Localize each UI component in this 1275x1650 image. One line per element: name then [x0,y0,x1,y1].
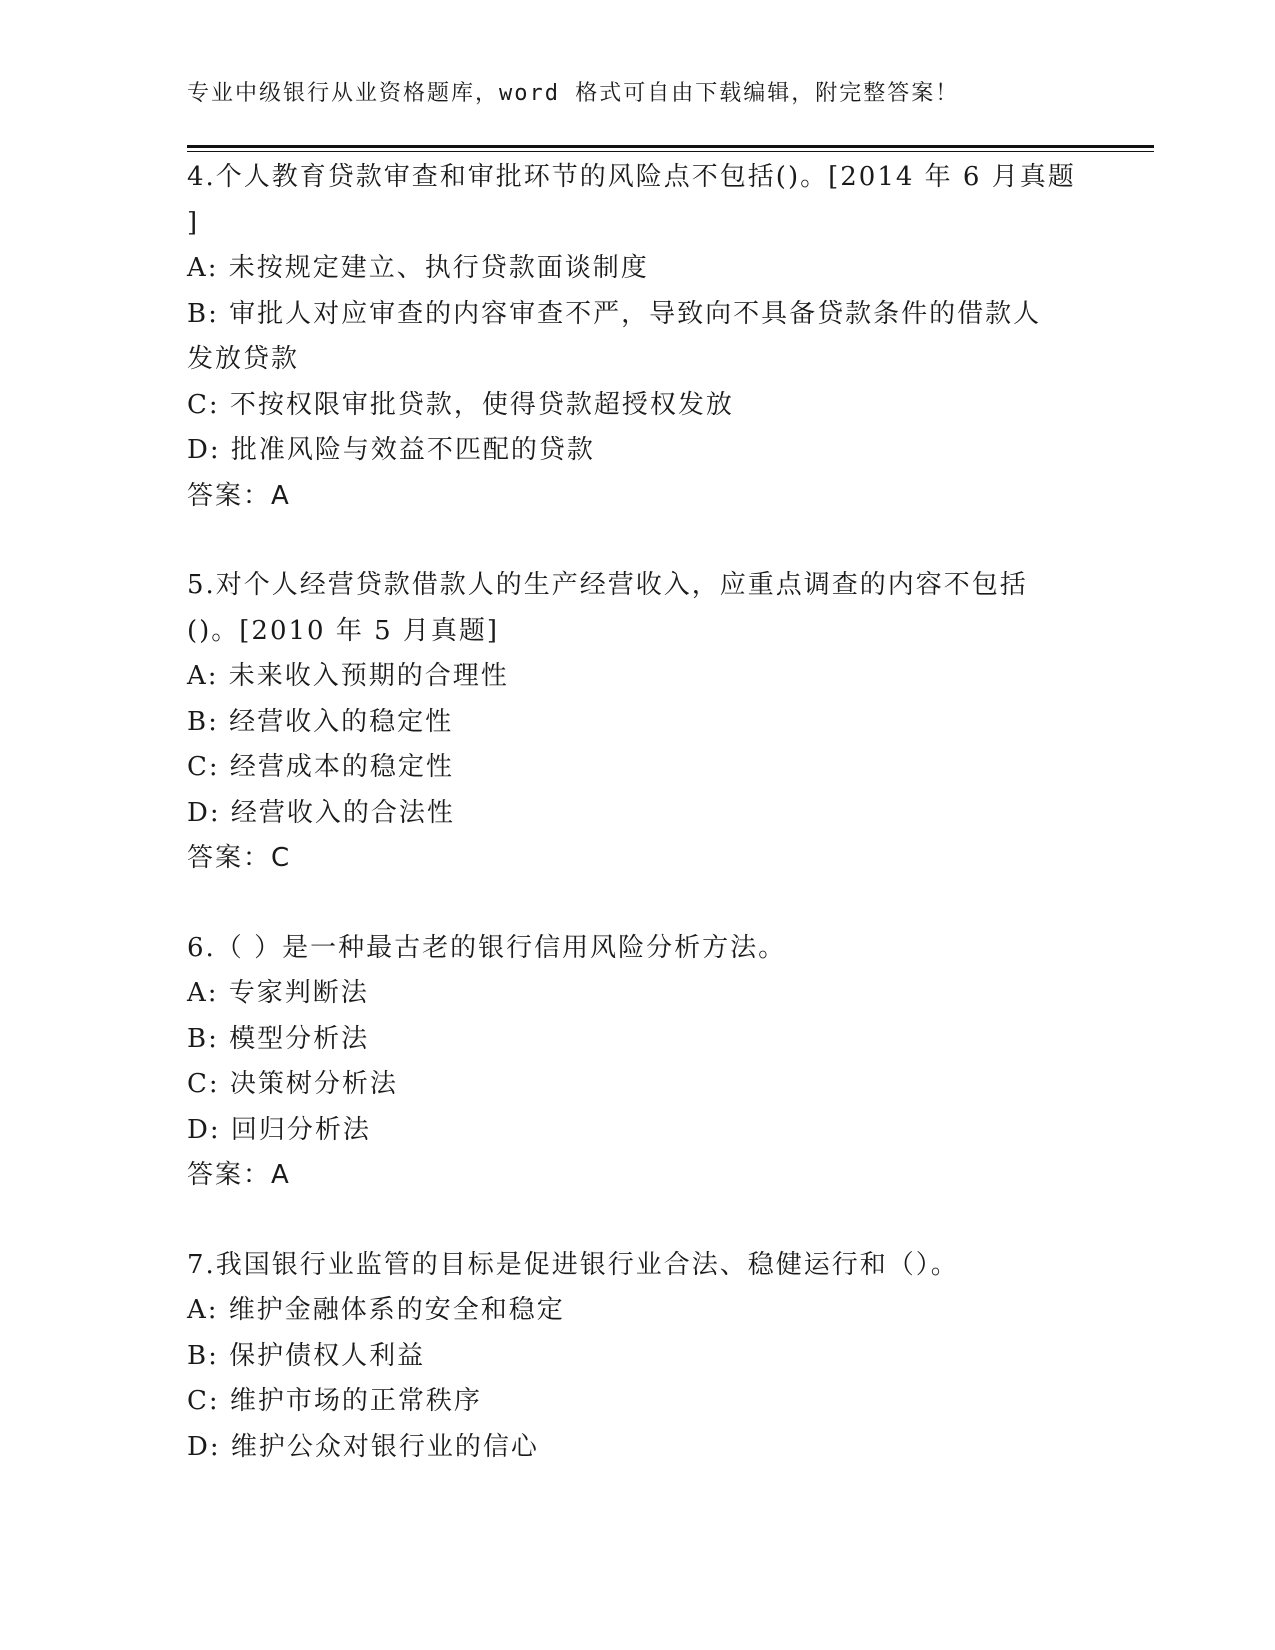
option-a: A: 专家判断法 [187,978,369,1008]
option-b: B: 审批人对应审查的内容审查不严，导致向不具备贷款条件的借款人 [187,298,1042,329]
option-c: C: 不按权限审批贷款，使得贷款超授权发放 [187,389,734,420]
option-b: B: 保护债权人利益 [187,1340,426,1371]
option-d: D: 经营收入的合法性 [187,797,455,828]
option-b: B: 模型分析法 [187,1023,370,1054]
question-stem: 5.对个人经营贷款借款人的生产经营收入，应重点调查的内容不包括 [187,570,1028,600]
question-6 [187,926,1087,1199]
question-stem: ] [187,207,200,238]
option-a: A: 未按规定建立、执行贷款面谈制度 [187,253,649,283]
header-rule-thin [187,151,1154,152]
answer: 答案：C [187,843,292,873]
question-7 [187,1243,1087,1471]
answer: 答案：A [187,480,291,511]
option-c: C: 经营成本的稳定性 [187,752,454,782]
question-stem: 6.（ ）是一种最古老的银行信用风险分析方法。 [187,932,787,963]
option-a: A: 维护金融体系的安全和稳定 [187,1295,565,1325]
option-d: D: 维护公众对银行业的信心 [187,1431,539,1462]
answer: 答案：A [187,1160,291,1190]
option-d: D: 批准风险与效益不匹配的贷款 [187,435,595,465]
question-list [187,155,1087,1514]
option-b-continued: 发放贷款 [187,344,300,374]
question-5 [187,563,1087,882]
question-stem: 4.个人教育贷款审查和审批环节的风险点不包括()。[2014 年 6 月真题 [187,162,1076,192]
page-header: 专业中级银行从业资格题库，word 格式可自由下载编辑，附完整答案！ [187,81,960,106]
option-d: D: 回归分析法 [187,1114,371,1145]
option-b: B: 经营收入的稳定性 [187,706,454,737]
option-c: C: 决策树分析法 [187,1069,398,1099]
option-a: A: 未来收入预期的合理性 [187,661,509,691]
header-rule-thick [187,145,1154,148]
question-4 [187,155,1087,519]
question-stem: ()。[2010 年 5 月真题] [187,615,500,646]
option-c: C: 维护市场的正常秩序 [187,1386,482,1416]
question-stem: 7.我国银行业监管的目标是促进银行业合法、稳健运行和（）。 [187,1249,959,1280]
